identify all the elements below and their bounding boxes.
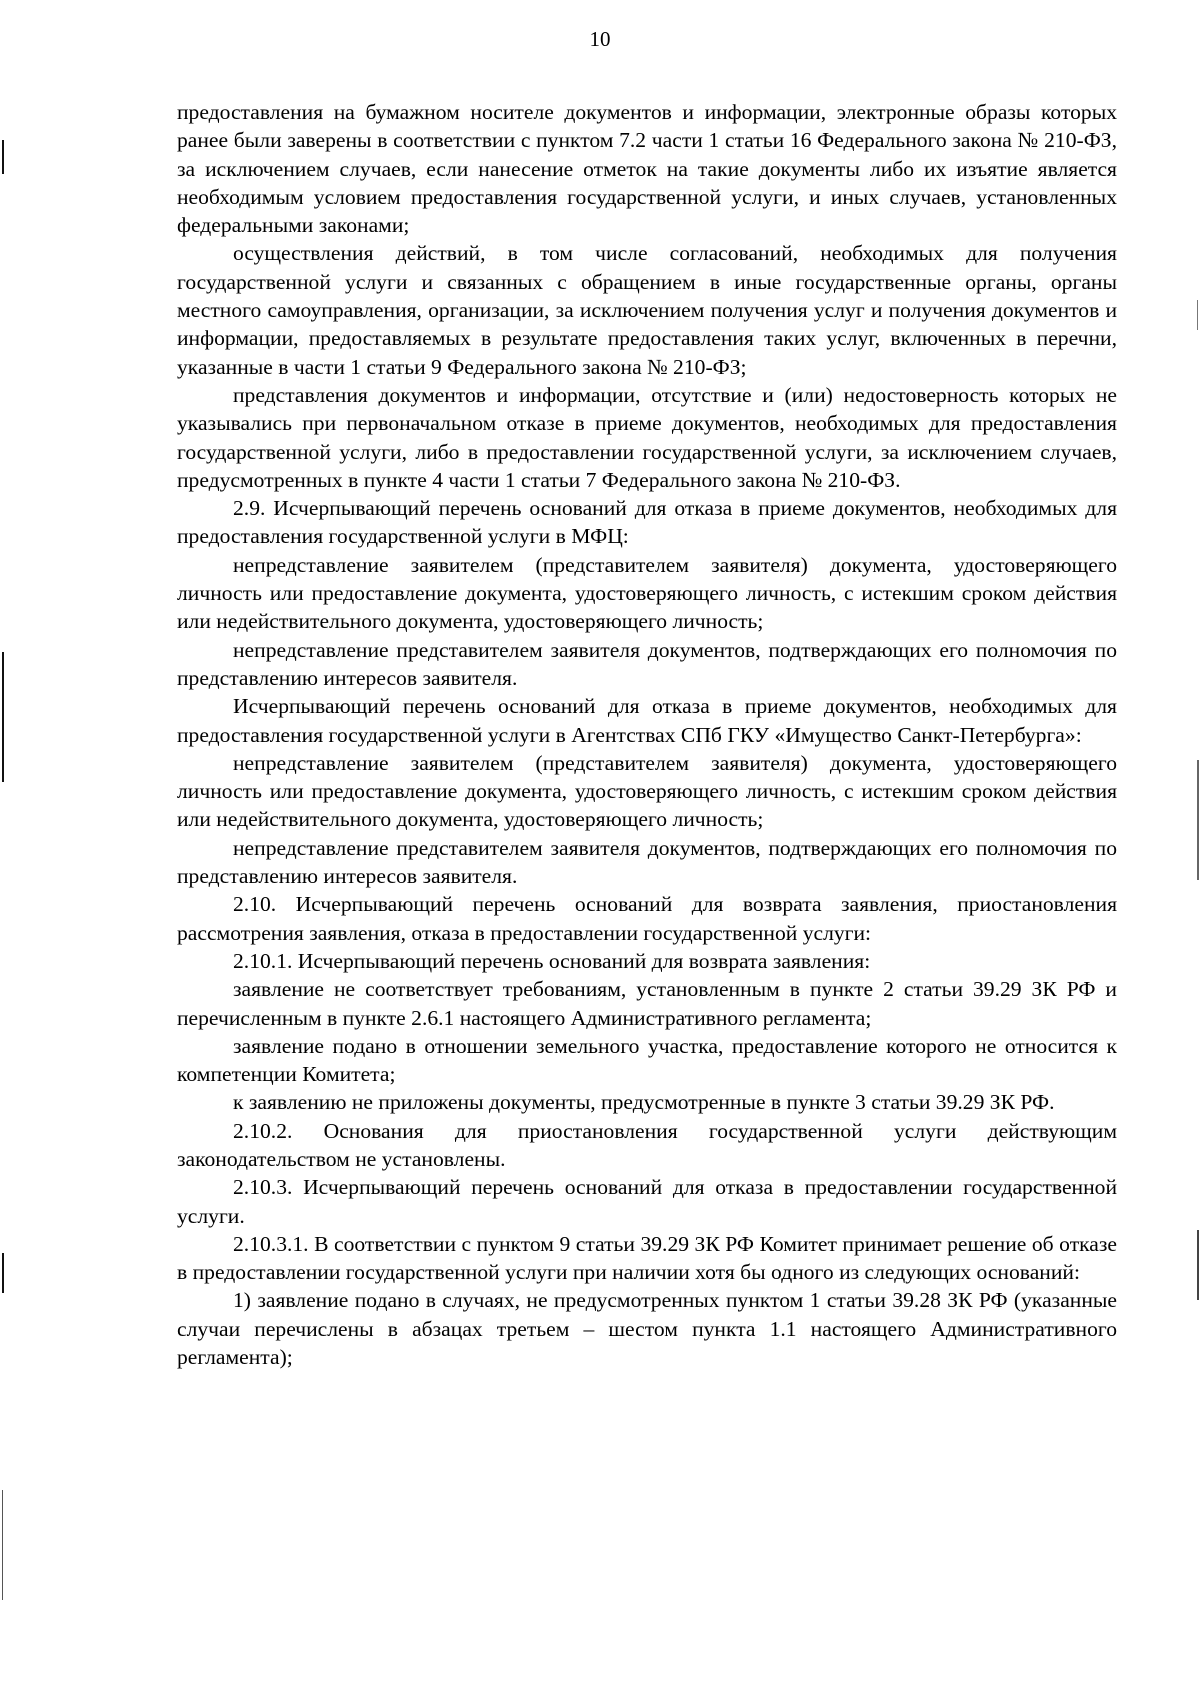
scan-artifact-mark xyxy=(1197,760,1199,880)
paragraph: заявление не соответствует требованиям, установленным в пункте 2 статьи 39.29 ЗК РФ и перечисленным в пункте 2.6.1 настоящего Административного регламента; xyxy=(177,977,1117,1030)
paragraph: к заявлению не приложены документы, предусмотренные в пункте 3 статьи 39.29 ЗК РФ. xyxy=(233,1090,1055,1115)
paragraph: осуществления действий, в том числе согласований, необходимых для получения государственной услуги и связанных с обращением в иные государственные органы, органы местного самоуправления, организации, за исключением получения услуг и получения документов и информации, предоставляемых в результате предоставления таких услуг, включенных в перечни, указанные в части 1 статьи 9 Федерального закона № 210-ФЗ; xyxy=(177,241,1117,379)
paragraph: непредставление представителем заявителя документов, подтверждающих его полномочия по представлению интересов заявителя. xyxy=(177,835,1117,889)
section-2-10-1: 2.10.1. Исчерпывающий перечень оснований для возврата заявления: xyxy=(233,948,871,973)
document-body xyxy=(177,98,1117,1371)
paragraph-continuation: предоставления на бумажном носителе документов и информации, электронные образы которых ранее были заверены в соответствии с пунктом 7.2 части 1 статьи 16 Федерального закона № 210-ФЗ, за исключением случаев, если нанесение отметок на такие документы либо их изъятие является необходимым условием предоставления государственной услуги, и иных случаев, установленных федеральными законами; xyxy=(177,100,1117,238)
section-2-10-2: 2.10.2. Основания для приостановления государственной услуги действующим законодательством не установлены. xyxy=(177,1118,1117,1171)
paragraph: представления документов и информации, отсутствие и (или) недостоверность которых не указывались при первоначальном отказе в приеме документов, необходимых для предоставления государственной услуги, либо в предоставлении государственной услуги, за исключением случаев, предусмотренных в пункте 4 части 1 статьи 7 Федерального закона № 210-ФЗ. xyxy=(177,382,1117,492)
section-2-10-3-1: 2.10.3.1. В соответствии с пунктом 9 статьи 39.29 ЗК РФ Комитет принимает решение об отказе в предоставлении государственной услуги при наличии хотя бы одного из следующих оснований: xyxy=(177,1231,1117,1285)
scan-artifact-mark xyxy=(1197,300,1198,330)
paragraph: непредставление заявителем (представителем заявителя) документа, удостоверяющего личность или предоставление документа, удостоверяющего личность, с истекшим сроком действия или недействительного документа, удостоверяющего личность; xyxy=(177,552,1117,634)
paragraph: Исчерпывающий перечень оснований для отказа в приеме документов, необходимых для предоставления государственной услуги в Агентствах СПб ГКУ «Имущество Санкт-Петербурга»: xyxy=(177,694,1117,747)
page-number: 10 xyxy=(589,27,611,51)
paragraph: непредставление представителем заявителя документов, подтверждающих его полномочия по представлению интересов заявителя. xyxy=(177,637,1117,690)
scan-artifact-mark xyxy=(2,1253,4,1293)
section-2-10: 2.10. Исчерпывающий перечень оснований для возврата заявления, приостановления рассмотрения заявления, отказа в предоставлении государственной услуги: xyxy=(177,892,1117,945)
scan-artifact-mark xyxy=(2,1490,3,1600)
paragraph: заявление подано в отношении земельного участка, предоставление которого не относится к компетенции Комитета; xyxy=(177,1033,1117,1087)
section-2-9: 2.9. Исчерпывающий перечень оснований для отказа в приеме документов, необходимых для предоставления государственной услуги в МФЦ: xyxy=(177,496,1117,549)
paragraph: непредставление заявителем (представителем заявителя) документа, удостоверяющего личность или предоставление документа, удостоверяющего личность, с истекшим сроком действия или недействительного документа, удостоверяющего личность; xyxy=(177,750,1117,832)
list-item-1: 1) заявление подано в случаях, не предусмотренных пунктом 1 статьи 39.28 ЗК РФ (указанные случаи перечислены в абзацах третьем – шестом пункта 1.1 настоящего Административного регламента); xyxy=(177,1288,1117,1370)
scan-artifact-mark xyxy=(1197,1230,1199,1300)
scan-artifact-mark xyxy=(2,140,4,174)
scan-artifact-mark xyxy=(2,652,4,782)
section-2-10-3: 2.10.3. Исчерпывающий перечень оснований для отказа в предоставлении государственной услуги. xyxy=(177,1175,1117,1228)
